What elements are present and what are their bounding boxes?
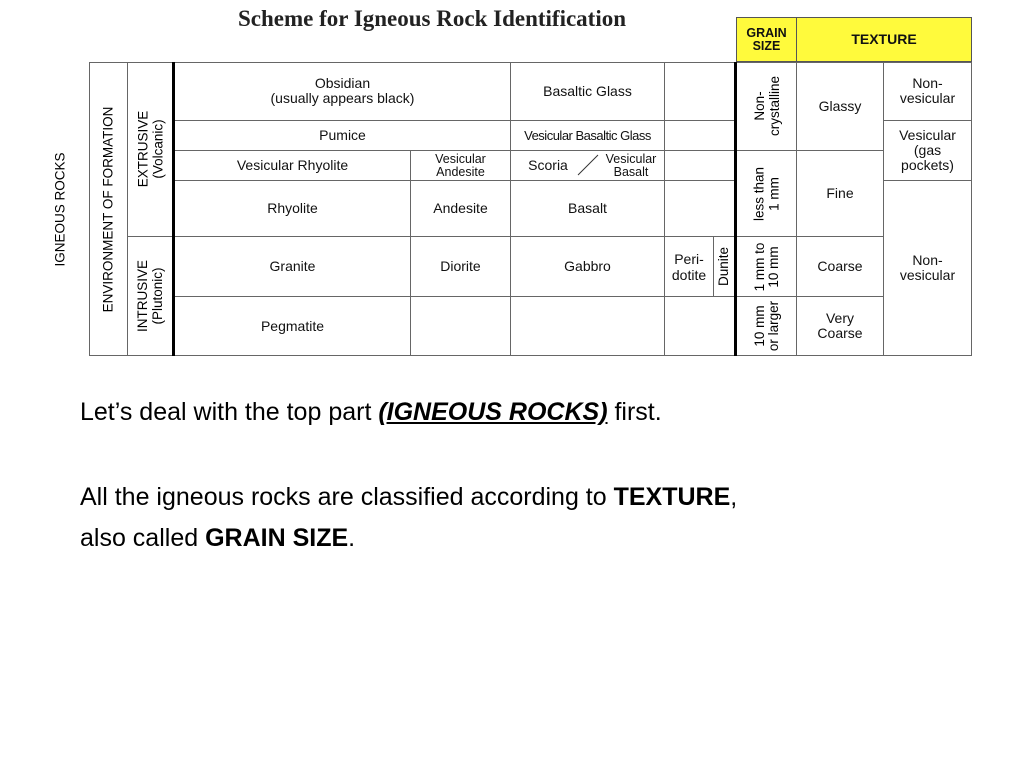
grain-size-keyword: GRAIN SIZE (205, 524, 349, 552)
extrusive-title: EXTRUSIVE (135, 110, 150, 188)
granite-label: Granite (269, 258, 316, 274)
classification-line (80, 477, 737, 517)
grain-size-header-label: GRAIN SIZE (746, 26, 787, 53)
texture-very-coarse: Very Coarse (817, 310, 863, 341)
grain-1mm-to-10mm: 1 mm to 10 mm (751, 242, 781, 291)
texture-coarse: Coarse (817, 258, 863, 274)
intro-line (80, 392, 662, 432)
vesicular-basalt-label: Vesicular Basalt (605, 151, 657, 179)
obsidian-label: Obsidian (314, 75, 371, 91)
obsidian-note: (usually appears black) (270, 90, 415, 106)
diorite-label: Diorite (440, 258, 481, 274)
basaltic-glass-label: Basaltic Glass (543, 82, 632, 99)
extrusive-label (135, 111, 165, 188)
intro-text-a: Let’s deal with the top part (80, 398, 379, 426)
classification-comma: , (730, 483, 738, 511)
obsidian-cell (175, 62, 510, 120)
gabbro-label: Gabbro (564, 258, 611, 274)
texture-keyword: TEXTURE (613, 483, 731, 511)
vesicular-basaltic-glass-label: Vesicular Basaltic Glass (524, 128, 651, 143)
texture-header-label: TEXTURE (851, 31, 917, 47)
grain-size-line (80, 518, 355, 558)
diagram-title: Scheme for Igneous Rock Identification (238, 6, 627, 31)
dunite-label: Dunite (716, 246, 732, 287)
scoria-label: Scoria (528, 157, 568, 173)
igneous-rocks-label: IGNEOUS ROCKS (52, 151, 68, 267)
non-vesicular-bottom: Non-vesicular (899, 252, 956, 283)
andesite-label: Andesite (433, 200, 488, 216)
intrusive-subtitle: (Plutonic) (150, 267, 166, 325)
vesicular-andesite-label: Vesicular Andesite (435, 151, 486, 179)
texture-fine: Fine (826, 185, 854, 201)
grain-10mm-or-larger: 10 mm or larger (751, 300, 781, 352)
grain-non-crystalline: Non-crystalline (751, 75, 782, 137)
grain-less-than-1mm: less than 1 mm (751, 166, 782, 221)
igneous-rocks-emphasis: (IGNEOUS ROCKS) (378, 398, 608, 426)
peridotite-label: Peri-dotite (671, 250, 707, 283)
basalt-label: Basalt (568, 200, 607, 216)
intrusive-label (135, 260, 165, 332)
extrusive-subtitle: (Volcanic) (150, 119, 165, 179)
environment-label: ENVIRONMENT OF FORMATION (100, 106, 116, 312)
vesicular-gas-pockets: Vesicular (gas pockets) (899, 127, 956, 173)
intrusive-title: INTRUSIVE (135, 259, 151, 333)
pegmatite-label: Pegmatite (260, 317, 325, 334)
vesicular-rhyolite-label: Vesicular Rhyolite (236, 157, 349, 173)
texture-glassy: Glassy (818, 97, 862, 114)
intro-text-b: first. (607, 398, 662, 426)
pumice-label: Pumice (319, 127, 366, 143)
grain-size-text-a: also called (80, 524, 206, 552)
non-vesicular-top: Non-vesicular (899, 75, 956, 106)
classification-text-a: All the igneous rocks are classified according to (80, 483, 614, 511)
rhyolite-label: Rhyolite (267, 200, 318, 216)
grain-size-period: . (348, 524, 356, 552)
